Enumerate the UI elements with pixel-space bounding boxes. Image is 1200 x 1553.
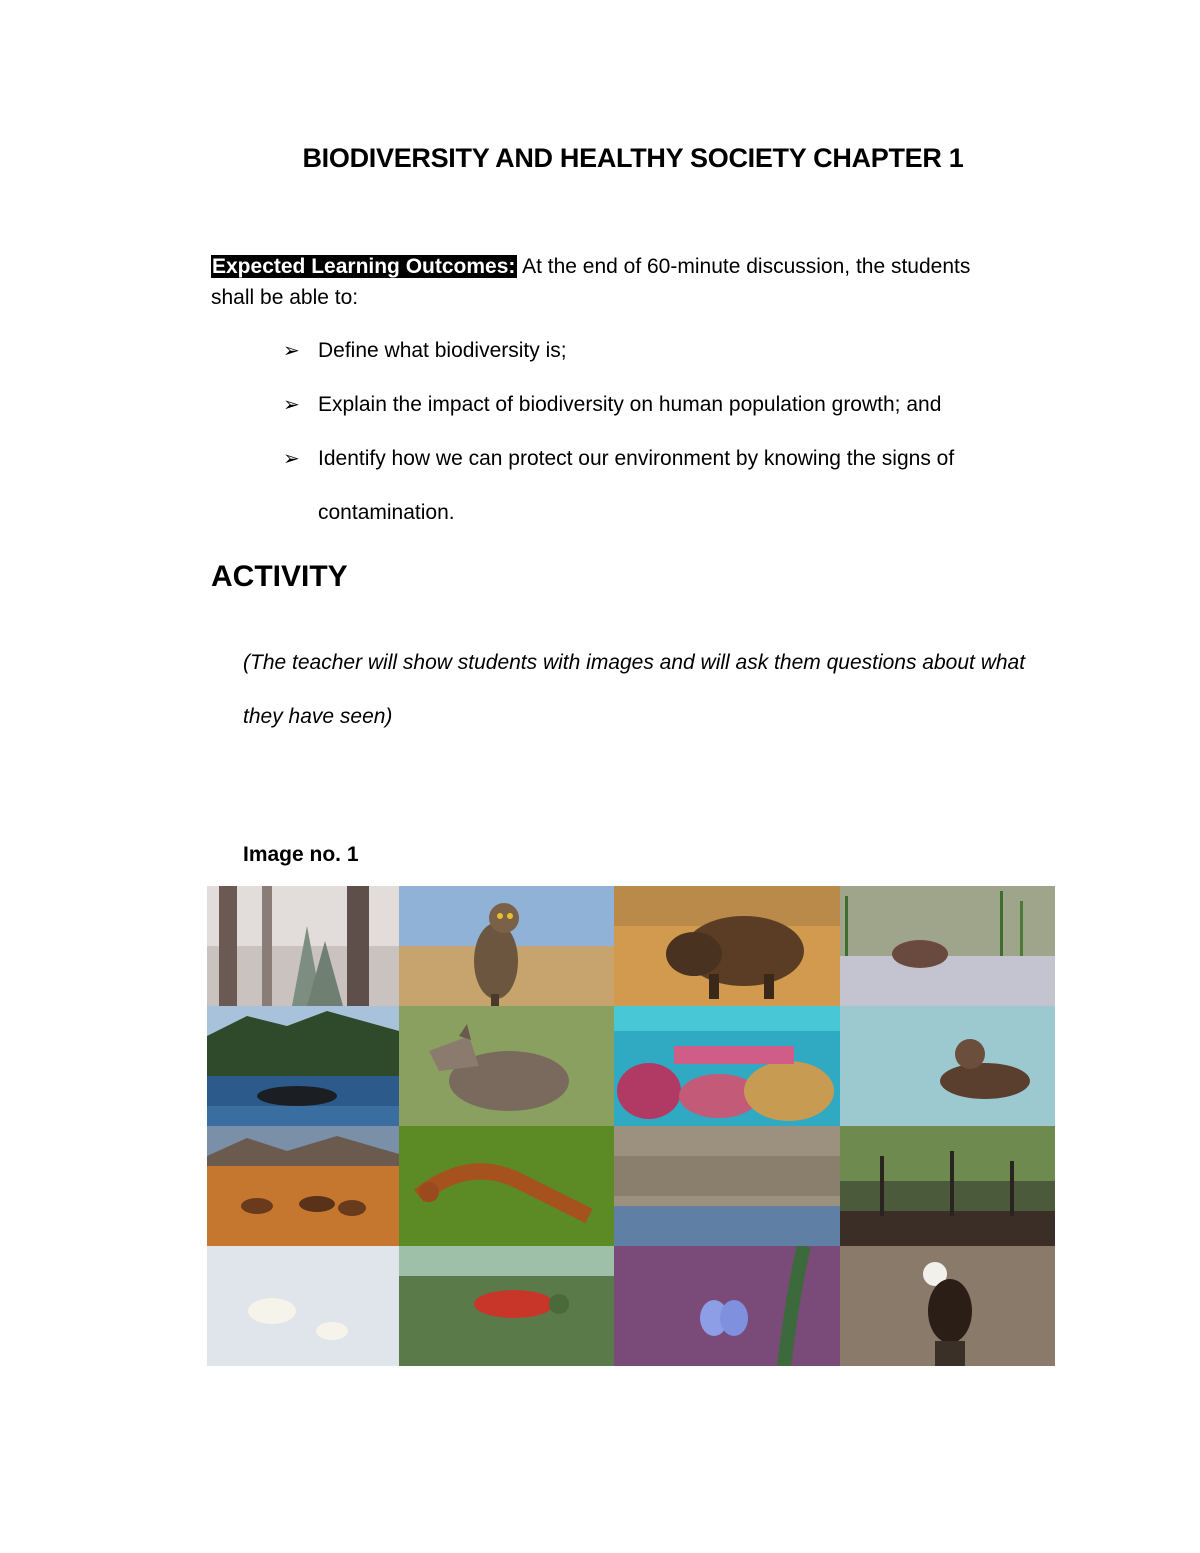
arrow-bullet-icon: ➢ bbox=[283, 394, 300, 416]
coral-reef-photo bbox=[614, 1006, 840, 1126]
bald-eagle-photo bbox=[840, 1246, 1055, 1366]
bison-photo bbox=[614, 886, 840, 1006]
blue-butterfly-photo bbox=[614, 1246, 840, 1366]
sockeye-salmon-photo bbox=[399, 1246, 614, 1366]
owl-photo bbox=[399, 886, 614, 1006]
photo-grid bbox=[207, 886, 1055, 1366]
humpback-whale-photo bbox=[207, 1006, 399, 1126]
shorebird-flock-photo bbox=[614, 1126, 840, 1246]
sea-otter-photo bbox=[840, 1006, 1055, 1126]
mangrove-photo bbox=[840, 1126, 1055, 1246]
outcomes-text: At the end of 60-minute discussion, the students shall be able to: bbox=[211, 255, 971, 309]
salamander-photo bbox=[399, 1126, 614, 1246]
polar-bears-photo bbox=[207, 1246, 399, 1366]
list-item: ➢ Explain the impact of biodiversity on human population growth; and bbox=[283, 378, 1078, 432]
arrow-bullet-icon: ➢ bbox=[283, 340, 300, 362]
foggy-forest-photo bbox=[207, 886, 399, 1006]
elk-herd-photo bbox=[207, 1126, 399, 1246]
learning-outcomes-intro bbox=[211, 251, 1011, 313]
wolf-photo bbox=[399, 1006, 614, 1126]
list-item: ➢ Identify how we can protect our environment by knowing the signs of contamination. bbox=[283, 432, 1078, 540]
activity-instruction: (The teacher will show students with images and will ask them questions about what they have seen) bbox=[243, 651, 1026, 728]
outcomes-list bbox=[283, 324, 1078, 540]
arrow-bullet-icon: ➢ bbox=[283, 448, 300, 470]
beaver-wetland-photo bbox=[840, 886, 1055, 1006]
outcomes-label: Expected Learning Outcomes: bbox=[212, 255, 516, 278]
page-title: BIODIVERSITY AND HEALTHY SOCIETY CHAPTER 1 bbox=[302, 143, 964, 173]
list-item: ➢ Define what biodiversity is; bbox=[283, 324, 1078, 378]
activity-heading: ACTIVITY bbox=[211, 560, 348, 593]
image-caption: Image no. 1 bbox=[243, 843, 359, 866]
